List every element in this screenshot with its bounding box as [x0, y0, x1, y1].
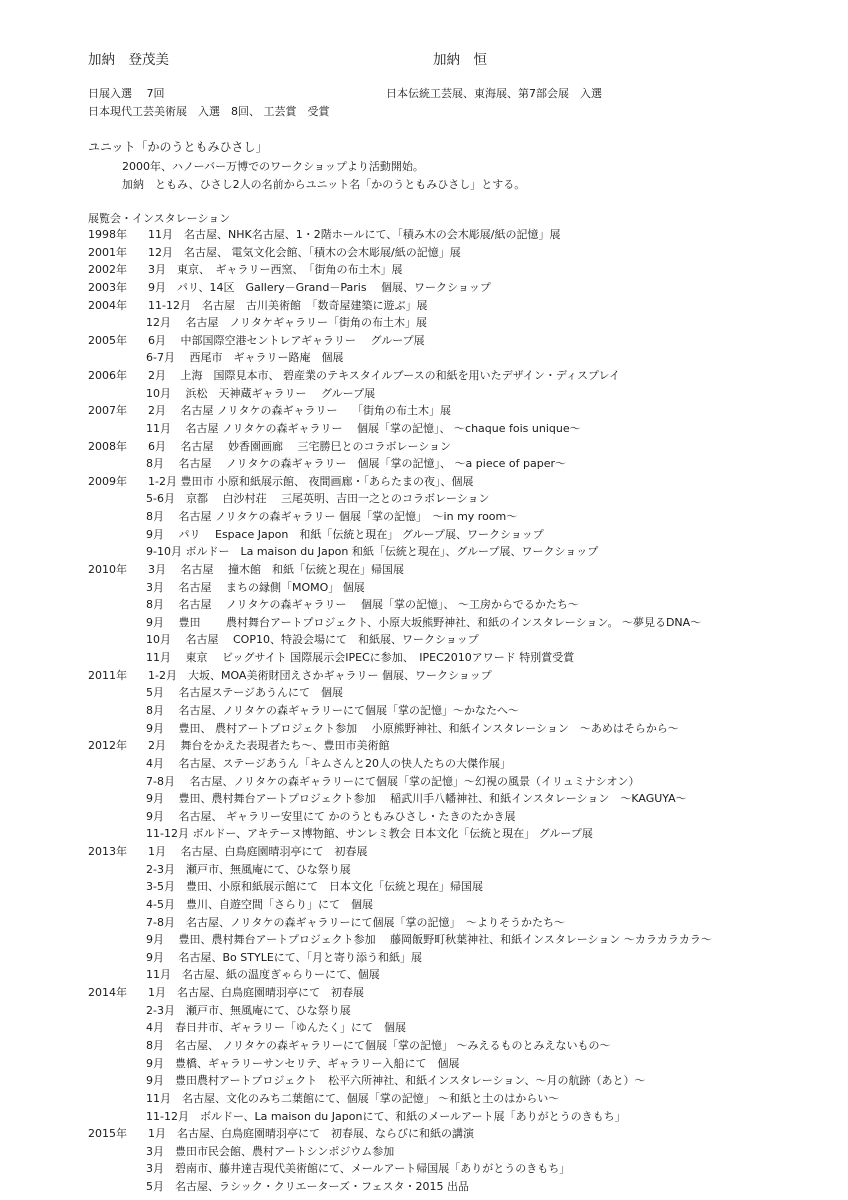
unit-title: ユニット「かのうともみひさし」	[88, 140, 268, 154]
entry-text: 9月 豊田 農村舞台アートプロジェクト、小原大坂熊野神社、和紙のインスタレーション。 ～夢見るDNA～	[146, 616, 702, 629]
entry-year: 2001年	[88, 246, 127, 259]
entry-text: 3月 東京、 ギャラリー西窯、 「街角の布土木」展	[148, 263, 403, 276]
entry-text: 8月 名古屋、ノリタケの森ギャラリーにて個展「掌の記憶」～かなたへ～	[146, 704, 520, 717]
entry-text: 9月 豊田農村アートプロジェクト 松平六所神社、和紙インスタレーション、～月の航跡（あと）～	[146, 1074, 646, 1087]
entry-text: 9月 豊田、 農村アートプロジェクト参加 小原熊野神社、和紙インスタレーション ～あめはそらから～	[146, 722, 679, 735]
unit-description-line2: 加納 ともみ、ひさし2人の名前からユニット名「かのうともみひさし」とする。	[122, 178, 526, 191]
entry-text: 5月 名古屋ステージあうんにて 個展	[146, 686, 344, 699]
entry-text: 11-12月 ボルドー、La maison du Japonにて、和紙のメールアート展「ありがとうのきもち」	[146, 1110, 626, 1123]
entry-text: 3月 名古屋 撞木館 和紙「伝統と現在」帰国展	[148, 563, 404, 576]
entry-text: 1月 名古屋、白鳥庭園晴羽亭にて 初春展、ならびに和紙の講演	[148, 1127, 474, 1140]
entry-text: 1月 名古屋、白鳥庭園晴羽亭にて 初春展	[148, 845, 368, 858]
entry-text: 10月 名古屋 COP10、特設会場にて 和紙展、ワークショップ	[146, 633, 479, 646]
entry-text: 11-12月 名古屋 古川美術館 「数奇屋建築に遊ぶ」展	[148, 299, 428, 312]
entry-year: 2009年	[88, 475, 127, 488]
entry-text: 9月 パリ、14区 Gallery－Grand－Paris 個展、ワークショップ	[148, 281, 491, 294]
entry-text: 9月 名古屋、 ギャラリー安里にて かのうともみひさし・たきのたかき展	[146, 810, 516, 823]
entry-text: 6月 名古屋 妙香園画廊 三宅勝巳とのコラボレーション	[148, 440, 452, 453]
entry-text: 5月 名古屋、ラシック・クリエーターズ・フェスタ・2015 出品	[146, 1180, 469, 1193]
entry-text: 9月 豊田、農村舞台アートプロジェクト参加 稲武川手八幡神社、和紙インスタレーション ～KAGUYA～	[146, 792, 687, 805]
entry-text: 1-2月 大坂、MOA美術財団えさかギャラリー 個展、ワークショップ	[148, 669, 492, 682]
entry-text: 9月 パリ Espace Japon 和紙「伝統と現在」 グループ展、ワークショップ	[146, 528, 544, 541]
entry-year: 2008年	[88, 440, 127, 453]
person2-award: 日本伝統工芸展、東海展、第7部会展 入選	[386, 87, 602, 100]
entry-year: 2013年	[88, 845, 127, 858]
entry-year: 2003年	[88, 281, 127, 294]
entry-text: 6月 中部国際空港セントレアギャラリー グループ展	[148, 334, 425, 347]
entry-year: 2011年	[88, 669, 127, 682]
entry-year: 2004年	[88, 299, 127, 312]
entry-year: 2014年	[88, 986, 127, 999]
entry-text: 7-8月 名古屋、ノリタケの森ギャラリーにて個展「掌の記憶」～幻視の風景（イリュミナシオン）	[146, 775, 640, 788]
unit-description-line1: 2000年、ハノーバー万博でのワークショップより活動開始。	[122, 160, 424, 173]
entry-text: 2月 上海 国際見本市、 碧産業のテキスタイルブースの和紙を用いたデザイン・ディスプレイ	[148, 369, 621, 382]
entry-text: 6-7月 西尾市 ギャラリー路庵 個展	[146, 351, 344, 364]
entry-year: 2006年	[88, 369, 127, 382]
entry-text: 12月 名古屋、 電気文化会館、「積木の会木彫展/紙の記憶」展	[148, 246, 461, 259]
entry-text: 4月 春日井市、ギャラリー「ゆんたく」にて 個展	[146, 1021, 406, 1034]
person1-award-gendai: 日本現代工芸美術展 入選 8回、 工芸賞 受賞	[88, 105, 330, 118]
entry-year: 2010年	[88, 563, 127, 576]
entry-text: 9月 豊田、農村舞台アートプロジェクト参加 藤岡飯野町秋葉神社、和紙インスタレーション ～カラカラカラ～	[146, 933, 712, 946]
entry-text: 5-6月 京都 白沙村荘 三尾英明、吉田一之とのコラボレーション	[146, 492, 490, 505]
entry-text: 3月 名古屋 まちの縁側「MOMO」 個展	[146, 581, 365, 594]
person1-name: 加納 登茂美	[88, 52, 169, 68]
entry-text: 7-8月 名古屋、ノリタケの森ギャラリーにて個展「掌の記憶」 ～よりそうかたち～	[146, 916, 566, 929]
entry-text: 11-12月 ボルドー、アキテーヌ博物館、サンレミ教会 日本文化「伝統と現在」 グループ展	[146, 827, 593, 840]
entry-year: 2002年	[88, 263, 127, 276]
entry-text: 8月 名古屋 ノリタケの森ギャラリー 個展「掌の記憶」、 ～a piece of paper～	[146, 457, 566, 470]
entry-year: 2015年	[88, 1127, 127, 1140]
entry-text: 12月 名古屋 ノリタケギャラリー「街角の布土木」展	[146, 316, 428, 329]
entry-text: 2月 舞台をかえた表現者たち～、豊田市美術館	[148, 739, 390, 752]
entry-text: 9-10月 ボルドー La maison du Japon 和紙「伝統と現在」、グループ展、ワークショップ	[146, 545, 599, 558]
entry-text: 2-3月 瀬戸市、無風庵にて、ひな祭り展	[146, 1004, 351, 1017]
entry-text: 11月 名古屋、文化のみち二葉館にて、個展「掌の記憶」 ～和紙と土のはからい～	[146, 1092, 560, 1105]
entry-text: 4-5月 豊川、自遊空間「さらり」にて 個展	[146, 898, 373, 911]
exhibitions-heading: 展覧会・インスタレーション	[88, 212, 231, 225]
entry-year: 2005年	[88, 334, 127, 347]
entry-text: 9月 名古屋、Bo STYLEにて、「月と寄り添う和紙」展	[146, 951, 423, 964]
entry-year: 2007年	[88, 404, 127, 417]
entry-text: 1-2月 豊田市 小原和紙展示館、 夜間画廊・「あらたまの夜」、個展	[148, 475, 474, 488]
entry-text: 8月 名古屋、 ノリタケの森ギャラリーにて個展「掌の記憶」 ～みえるものとみえないもの～	[146, 1039, 611, 1052]
entry-year: 2012年	[88, 739, 127, 752]
entry-text: 11月 名古屋、紙の温度ぎゃらりーにて、個展	[146, 968, 380, 981]
entry-text: 3月 豊田市民会館、農村アートシンポジウム参加	[146, 1145, 395, 1158]
entry-text: 11月 名古屋 ノリタケの森ギャラリー 個展「掌の記憶」、 ～chaque fois unique～	[146, 422, 581, 435]
entry-text: 8月 名古屋 ノリタケの森ギャラリー 個展「掌の記憶」 ～in my room～	[146, 510, 518, 523]
entry-text: 2月 名古屋 ノリタケの森ギャラリー 「街角の布土木」展	[148, 404, 452, 417]
entry-text: 9月 豊橋、ギャラリーサンセリテ、ギャラリー入船にて 個展	[146, 1057, 460, 1070]
entry-text: 3月 碧南市、藤井達吉現代美術館にて、メールアート帰国展「ありがとうのきもち」	[146, 1162, 571, 1175]
entry-year: 1998年	[88, 228, 127, 241]
entry-text: 10月 浜松 天神蔵ギャラリー グループ展	[146, 387, 376, 400]
entry-text: 4月 名古屋、ステージあうん「キムさんと20人の快人たちの大傑作展」	[146, 757, 511, 770]
entry-text: 1月 名古屋、白鳥庭園晴羽亭にて 初春展	[148, 986, 364, 999]
person1-award-nitten: 日展入選 7回	[88, 87, 165, 100]
person2-name: 加納 恒	[433, 52, 487, 68]
entry-text: 8月 名古屋 ノリタケの森ギャラリー 個展「掌の記憶」、 ～工房からでるかたち～	[146, 598, 579, 611]
entry-text: 11月 東京 ビッグサイト 国際展示会IPECに参加、 IPEC2010アワード 特別賞受賞	[146, 651, 575, 664]
entry-text: 3-5月 豊田、小原和紙展示館にて 日本文化「伝統と現在」帰国展	[146, 880, 483, 893]
entry-text: 2-3月 瀬戸市、無風庵にて、ひな祭り展	[146, 863, 351, 876]
entry-text: 11月 名古屋、NHK名古屋、1・2階ホールにて、「積み木の会木彫展/紙の記憶」展	[148, 228, 561, 241]
